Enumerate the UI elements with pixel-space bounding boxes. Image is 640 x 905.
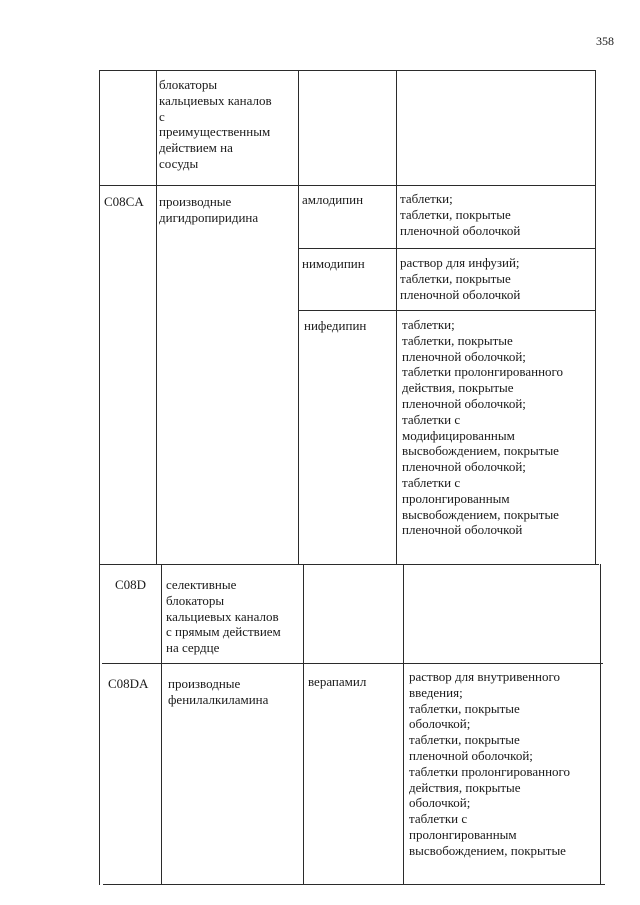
table-column-rule <box>396 70 397 564</box>
group-name: блокаторы кальциевых каналов с преимущественным действием на сосуды <box>159 77 272 171</box>
atc-code: C08DA <box>108 676 149 691</box>
table-rule <box>299 310 596 311</box>
group-name: производные дигидропиридина <box>159 194 259 225</box>
table-rule <box>102 663 603 664</box>
table-border-right <box>600 564 601 885</box>
drug-name: амлодипин <box>302 192 364 207</box>
table-border-right <box>595 70 596 564</box>
table-column-rule <box>303 564 304 885</box>
table-column-rule <box>403 564 404 885</box>
table-column-rule <box>156 70 157 564</box>
dosage-forms: раствор для инфузий; таблетки, покрытые пленочной оболочкой <box>400 255 521 302</box>
table-rule <box>99 70 595 71</box>
group-name: селективные блокаторы кальциевых каналов с прямым действием на сердце <box>166 577 281 656</box>
table-column-rule <box>298 70 299 564</box>
table-rule <box>100 564 599 565</box>
table-rule <box>299 248 596 249</box>
drug-name: нимодипин <box>302 256 365 271</box>
dosage-forms: таблетки; таблетки, покрытые пленочной оболочкой <box>400 191 521 238</box>
page-number: 358 <box>596 34 614 48</box>
drug-name: верапамил <box>308 674 367 689</box>
dosage-forms: таблетки; таблетки, покрытые пленочной оболочкой; таблетки пролонгированного действия, покрытые пленочной оболочкой; таблетки с модифицированным высвобождением, покрытые пленочной оболочкой; таблетки с пролонгированным высвобождением, покрытые пленочной оболочкой <box>402 317 564 538</box>
dosage-forms: раствор для внутривенного введения; таблетки, покрытые оболочкой; таблетки, покрытые пленочной оболочкой; таблетки пролонгированного действия, покрытые оболочкой; таблетки с пролонгированным высвобождением, покрытые <box>409 669 571 858</box>
group-name: производные фенилалкиламина <box>168 676 269 707</box>
table-column-rule <box>161 564 162 885</box>
atc-code: C08CA <box>104 194 144 209</box>
atc-code: C08D <box>115 577 147 592</box>
table-rule <box>103 884 605 885</box>
table-border-left <box>99 70 100 885</box>
table-rule <box>99 185 595 186</box>
drug-name: нифедипин <box>304 318 367 333</box>
